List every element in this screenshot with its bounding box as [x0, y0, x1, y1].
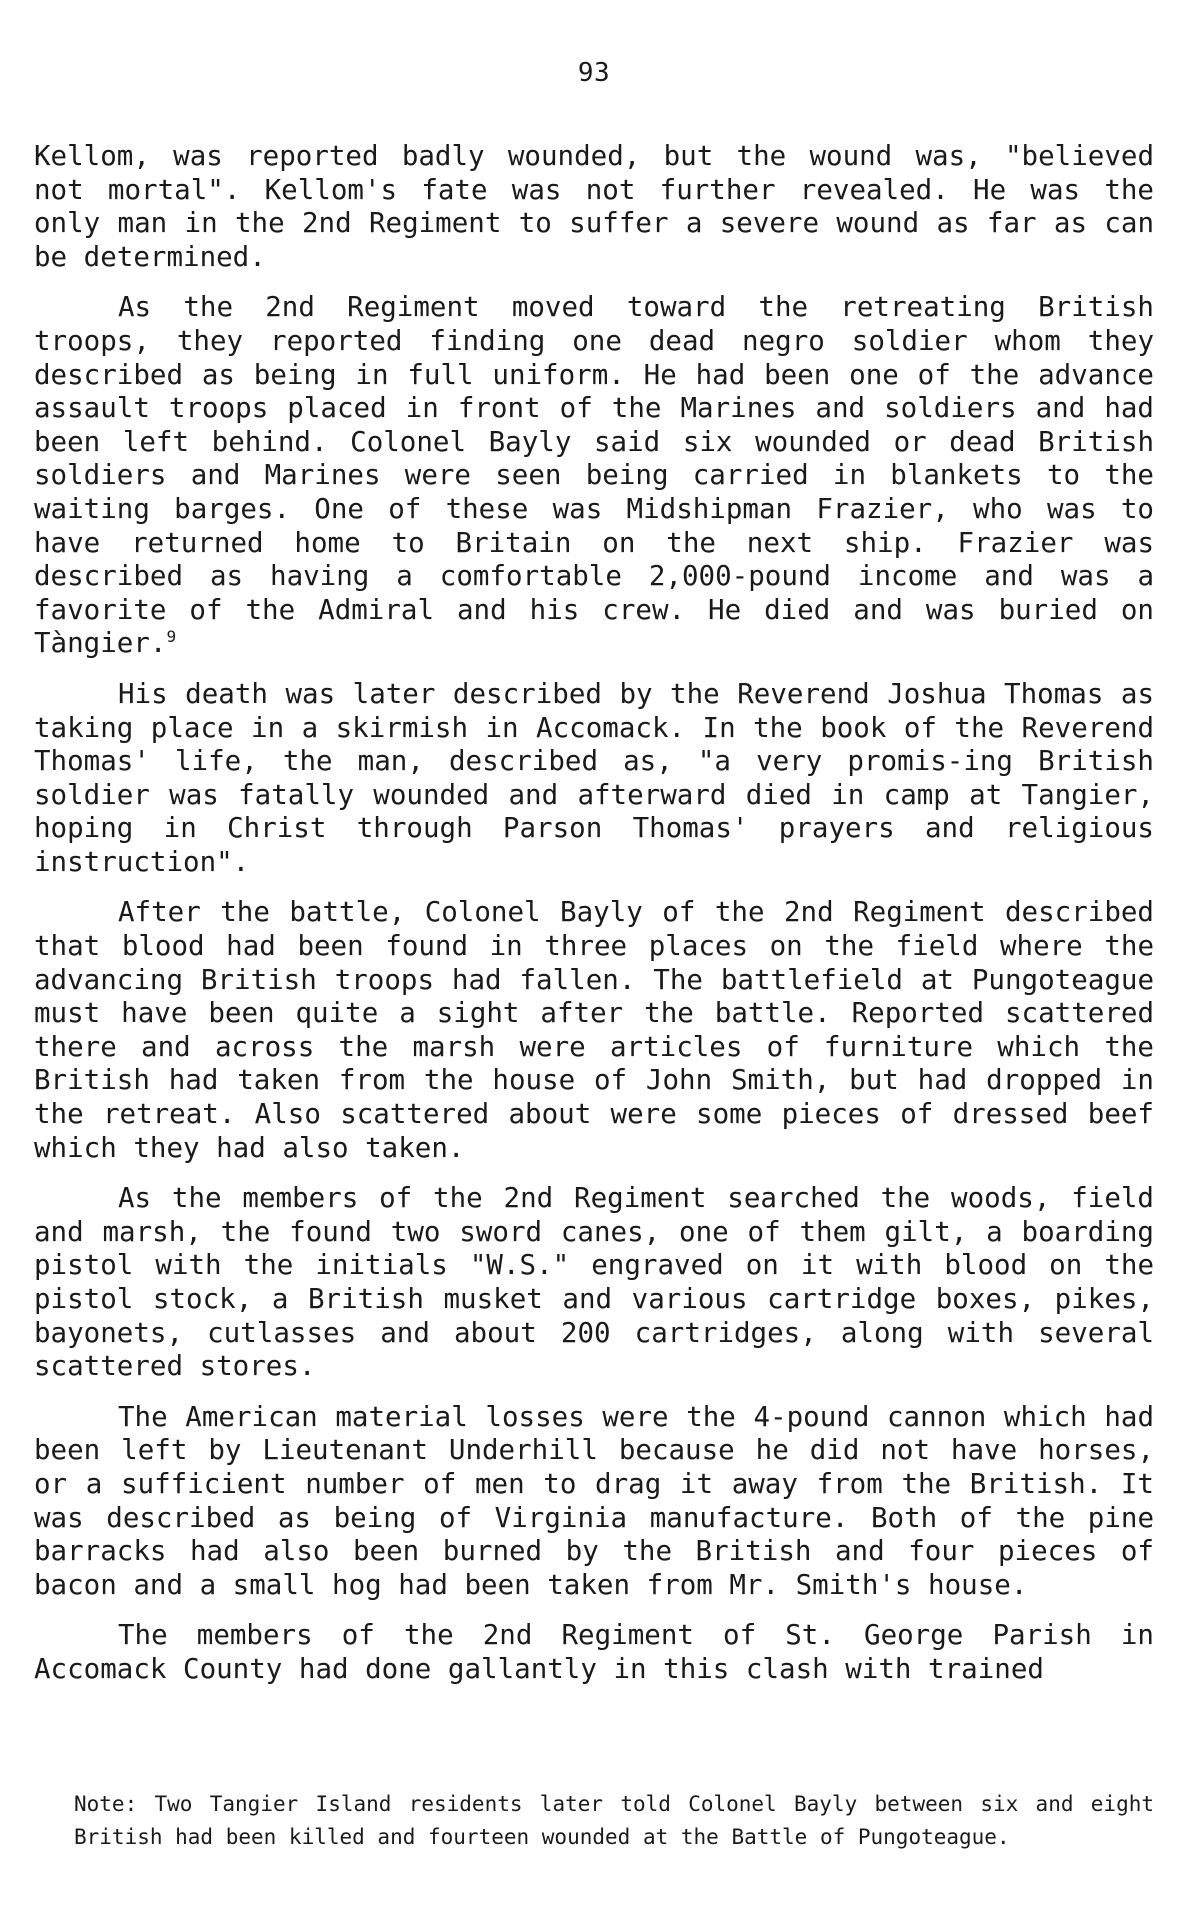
- paragraph-6: [34, 1401, 1154, 1603]
- paragraph-6-text: The American material losses were the 4-pound cannon which had been left by Lieutenant Underhill because he did not have horses, or a sufficient number of men to drag it away from the British. It was described as being of Virginia manufacture. Both of the pine barracks had also been burned by the British and four pieces of bacon and a small hog had been taken from Mr. Smith's house.: [34, 1400, 1154, 1601]
- paragraph-4-text: After the battle, Colonel Bayly of the 2nd Regiment described that blood had been found in three places on the field where the advancing British troops had fallen. The battlefield at Pungoteague must have been quite a sight after the battle. Reported scattered there and across the marsh were articles of furniture which the British had taken from the house of John Smith, but had dropped in the retreat. Also scattered about were some pieces of dressed beef which they had also taken.: [34, 896, 1154, 1164]
- paragraph-2-text: As the 2nd Regiment moved toward the retreating British troops, they reported finding one dead negro soldier whom they described as being in full uniform. He had been one of the advance assault troops placed in front of the Marines and soldiers and had been left behind. Colonel Bayly said six wounded or dead British soldiers and Marines were seen being carried in blankets to the waiting barges. One of these was Midshipman Frazier, who was to have returned home to Britain on the next ship. Frazier was described as having a comfortable 2,000-pound income and was a favorite of the Admiral and his crew. He died and was buried on Tàngier.: [34, 291, 1154, 660]
- footnote-reference: 9: [166, 627, 177, 647]
- paragraph-1-text: Kellom, was reported badly wounded, but the wound was, "believed not mortal". Kellom's fate was not further revealed. He was the only man in the 2nd Regiment to suffer a severe wound as far as can be determined.: [34, 140, 1154, 273]
- paragraph-2: [34, 291, 1154, 661]
- paragraph-3-text: His death was later described by the Reverend Joshua Thomas as taking place in a skirmish in Accomack. In the book of the Reverend Thomas' life, the man, described as, "a very promis-ing British soldier was fatally wounded and afterward died in camp at Tangier, hoping in Christ through Parson Thomas' prayers and religious instruction".: [34, 677, 1154, 878]
- body-text: [34, 140, 1154, 1704]
- paragraph-3: [34, 678, 1154, 880]
- paragraph-5: [34, 1182, 1154, 1384]
- paragraph-5-text: As the members of the 2nd Regiment searched the woods, field and marsh, the found two sword canes, one of them gilt, a boarding pistol with the initials "W.S." engraved on it with blood on the pistol stock, a British musket and various cartridge boxes, pikes, bayonets, cutlasses and about 200 cartridges, along with several scattered stores.: [34, 1182, 1154, 1383]
- footnote: Note: Two Tangier Island residents later told Colonel Bayly between six and eight British had been killed and fourteen wounded at the Battle of Pungoteague.: [74, 1792, 1154, 1849]
- paragraph-7: [34, 1619, 1154, 1686]
- page-number: 93: [577, 58, 611, 88]
- paragraph-1: [34, 140, 1154, 274]
- paragraph-7-text: The members of the 2nd Regiment of St. George Parish in Accomack County had done gallantly in this clash with trained: [34, 1619, 1154, 1685]
- paragraph-4: [34, 896, 1154, 1165]
